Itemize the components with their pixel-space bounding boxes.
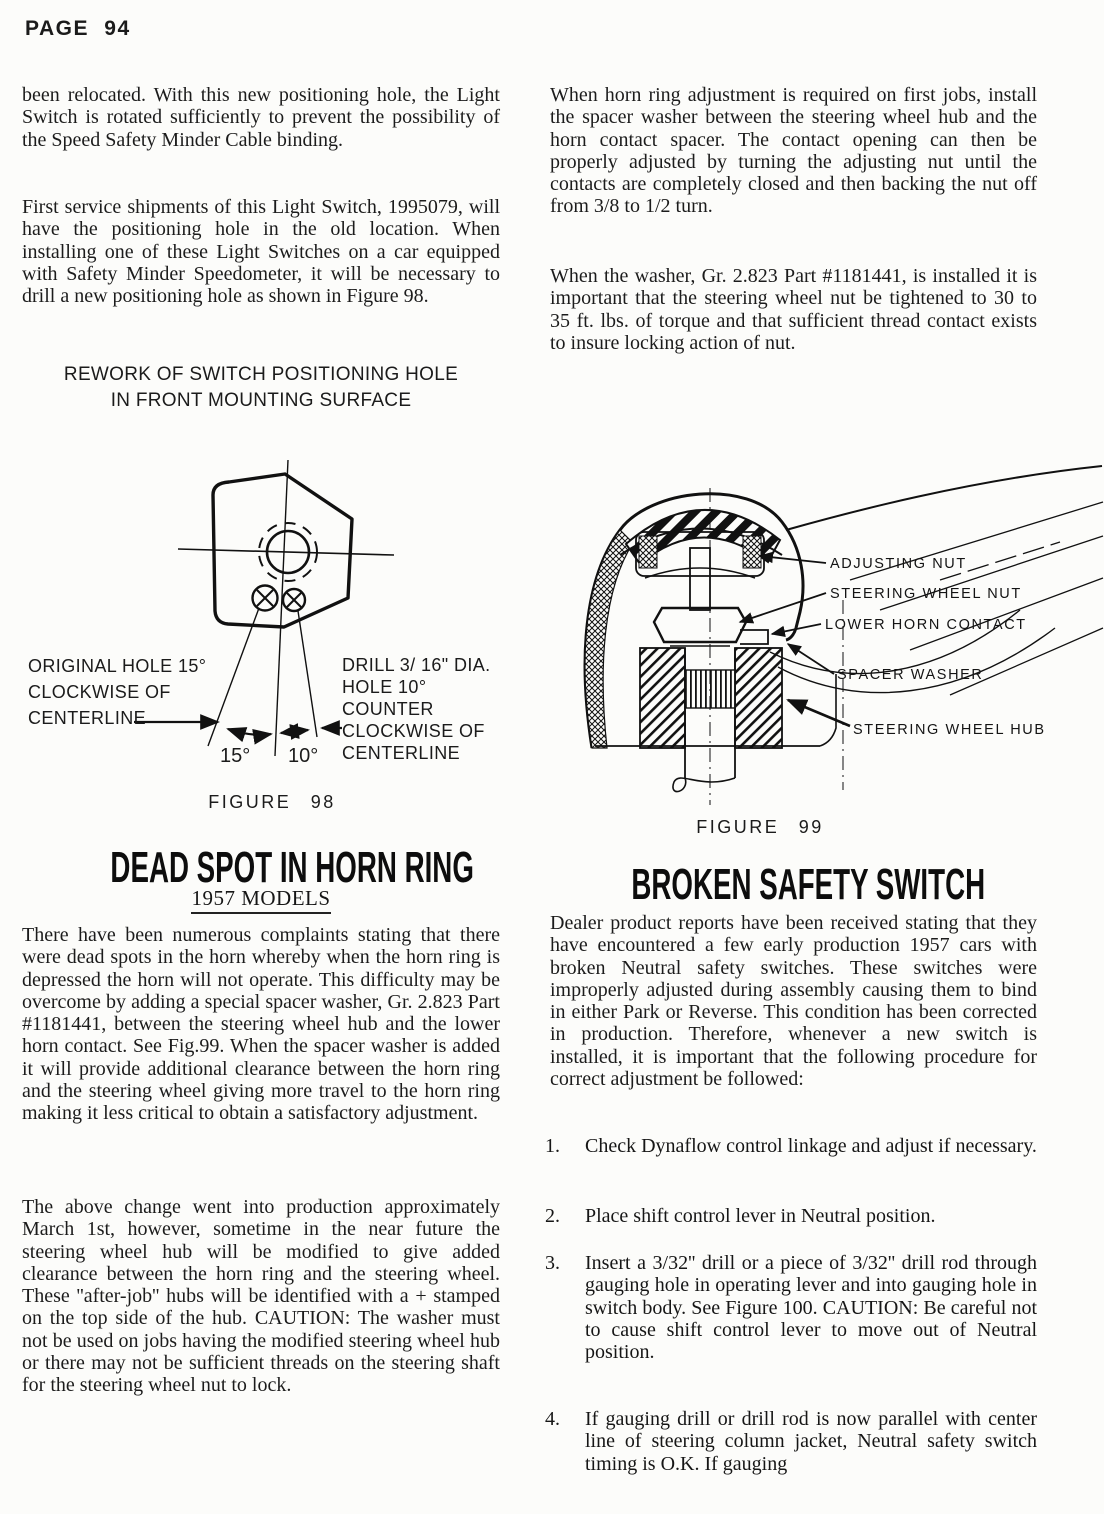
figure99-label-spacer-washer: SPACER WASHER (837, 667, 984, 683)
list-item (545, 1205, 1037, 1227)
list-item (545, 1135, 1037, 1157)
figure98-heading-line2: IN FRONT MOUNTING SURFACE (110, 390, 412, 411)
section-title-dead-spot: DEAD SPOT IN HORN RING (110, 843, 474, 892)
figure98-caption: FIGURE 98 (208, 792, 336, 812)
list-item (545, 1408, 1037, 1475)
figure99-label-adjusting-nut: ADJUSTING NUT (830, 556, 967, 572)
figure99-label-steering-wheel-nut: STEERING WHEEL NUT (830, 586, 1022, 602)
left-column (22, 0, 500, 1514)
paragraph: First service shipments of this Light Switch, 1995079, will have the positioning hole in the old location. When installing one of these Light Switches on a car equipped with Safety Minder Speedometer, it will be necessary to drill a new positioning hole as shown in Figure 98. (22, 196, 500, 308)
figure98-label-original-hole: ORIGINAL HOLE 15° CLOCKWISE OF CENTERLINE (28, 656, 207, 728)
paragraph: When the washer, Gr. 2.823 Part #1181441, is installed it is important that the steering wheel nut be tightened to 30 to 35 ft. lbs. of torque and that sufficient thread contact exists to insure locking action of nut. (550, 265, 1037, 354)
list-item-number: 1. (545, 1135, 560, 1157)
section-subtitle: 1957 MODELS (191, 886, 330, 914)
figure-98 (22, 440, 500, 790)
list-item-number: 4. (545, 1408, 560, 1430)
paragraph: The above change went into production approximately March 1st, however, sometime in the near future the steering wheel hub will be modified to give added clearance between the horn ring and the steering wheel. These ''after-job'' hubs will be identified with a + stamped on the top side of the hub. CAUTION: The washer must not be used on jobs having the modified steering wheel hub or there may not be sufficient threads on the steering shaft for the steering wheel nut to lock. (22, 1196, 500, 1397)
figure98-heading-line1: REWORK OF SWITCH POSITIONING HOLE (63, 364, 459, 385)
page-number: PAGE 94 (25, 17, 131, 40)
figure98-angle-10: 10° (288, 745, 319, 767)
figure99-drawing (550, 460, 1104, 812)
figure99-label-lower-horn-contact: LOWER HORN CONTACT (825, 617, 1027, 633)
paragraph: Dealer product reports have been received stating that they have encountered a few early production 1957 cars with broken Neutral safety switches. These switches were improperly adjusted during assembly causing them to bind in either Park or Reverse. This condition has been corrected in production. Therefore, whenever a new switch is installed, it is important that the following procedure for correct adjustment be followed: (550, 912, 1037, 1091)
figure99-label-steering-wheel-hub: STEERING WHEEL HUB (853, 722, 1046, 738)
list-item-text: Check Dynaflow control linkage and adjust if necessary. (585, 1135, 1037, 1157)
paragraph: There have been numerous complaints stating that there were dead spots in the horn whereby when the horn ring is depressed the horn will not operate. This difficulty may be overcome by adding a special spacer washer, Gr. 2.823 Part #1181441, between the steering wheel hub and the lower horn contact. See Fig.99. When the spacer washer is added it will provide additional clearance between the horn ring and the steering wheel giving more travel to the horn ring making it less critical to obtain a satisfactory adjustment. (22, 924, 500, 1125)
paragraph: When horn ring adjustment is required on first jobs, install the spacer washer between the steering wheel hub and the horn contact spacer. The contact opening can then be properly adjusted by turning the adjusting nut until the contacts are completely closed and then backing the nut off from 3/8 to 1/2 turn. (550, 84, 1037, 218)
section-subtitle-wrap (22, 886, 500, 914)
list-item-number: 3. (545, 1252, 560, 1274)
figure-99 (550, 460, 1104, 812)
paragraph: been relocated. With this new positioning hole, the Light Switch is rotated sufficiently to prevent the possibility of the Speed Safety Minder Cable binding. (22, 84, 500, 151)
list-item-text: Place shift control lever in Neutral position. (585, 1205, 936, 1227)
figure98-heading (22, 362, 500, 414)
list-item-number: 2. (545, 1205, 560, 1227)
figure98-angle-15: 15° (220, 745, 251, 767)
section-title-broken-safety-switch: BROKEN SAFETY SWITCH (631, 860, 986, 909)
right-column (545, 0, 1046, 1514)
list-item-text: If gauging drill or drill rod is now parallel with center line of steering column jacket, Neutral safety switch timing is O.K. If gauging (585, 1408, 1037, 1475)
figure99-caption: FIGURE 99 (696, 817, 824, 837)
list-item (545, 1252, 1037, 1363)
list-item-text: Insert a 3/32'' drill or a piece of 3/32'' drill rod through gauging hole in operating lever and into gauging hole in switch body. See Figure 100. CAUTION: Be careful not to cause shift control lever to move out of Neutral position. (585, 1252, 1037, 1364)
figure98-label-drill-hole: DRILL 3/ 16" DIA. HOLE 10° COUNTER CLOCKWISE OF CENTERLINE (342, 655, 491, 763)
